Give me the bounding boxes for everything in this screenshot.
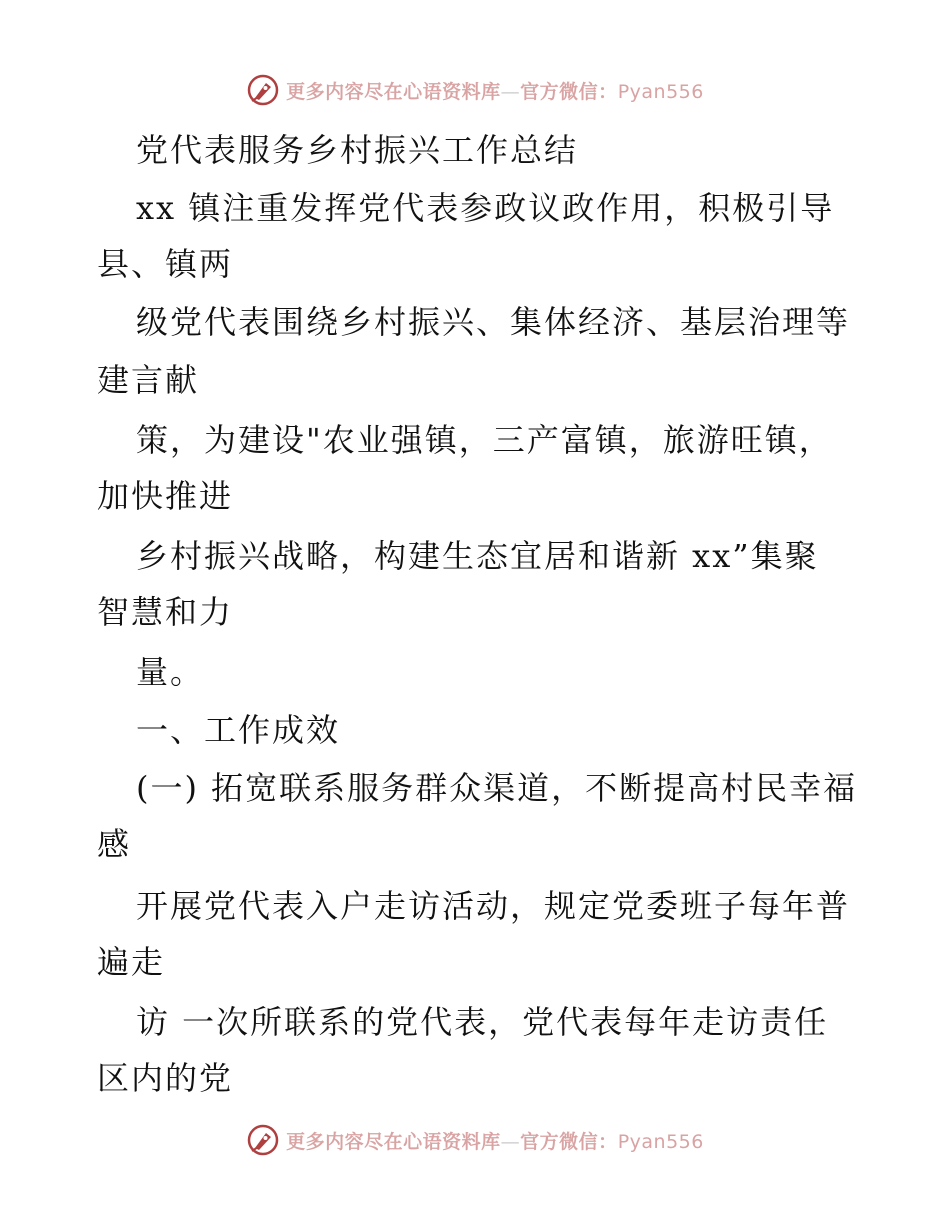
paragraph-line: 级党代表围绕乡村振兴、集体经济、基层治理等	[136, 303, 851, 341]
paragraph-line: 加快推进	[97, 477, 234, 515]
paragraph-line: 县、镇两	[97, 245, 234, 283]
paragraph-line: 区内的党	[97, 1059, 234, 1097]
pen-nib-icon	[246, 1123, 280, 1157]
footer-watermark	[0, 1122, 950, 1158]
watermark-text: 更多内容尽在心语资料库—官方微信：Pyan556	[286, 1130, 704, 1153]
paragraph-line: 策，为建设"农业强镇，三产富镇，旅游旺镇，	[136, 421, 833, 459]
paragraph-line: 访 一次所联系的党代表，党代表每年走访责任	[136, 1003, 829, 1041]
paragraph-line: 智慧和力	[97, 593, 234, 631]
paragraph-line: 遍走	[97, 943, 166, 981]
section-heading: 一、工作成效	[136, 711, 341, 749]
paragraph-line: 乡村振兴战略，构建生态宜居和谐新 xx”集聚	[136, 537, 819, 575]
watermark-text: 更多内容尽在心语资料库—官方微信：Pyan556	[286, 80, 704, 103]
pen-nib-icon	[246, 73, 280, 107]
paragraph-line: 开展党代表入户走访活动，规定党委班子每年普	[136, 887, 851, 925]
paragraph-line: 量。	[136, 653, 205, 691]
document-title: 党代表服务乡村振兴工作总结	[136, 131, 579, 169]
paragraph-line: xx 镇注重发挥党代表参政议政作用，积极引导	[136, 189, 835, 227]
paragraph-line: 感	[97, 825, 132, 863]
paragraph-line: 建言献	[97, 361, 200, 399]
subsection-heading: (一) 拓宽联系服务群众渠道，不断提高村民幸福	[136, 769, 858, 807]
header-watermark	[0, 72, 950, 108]
